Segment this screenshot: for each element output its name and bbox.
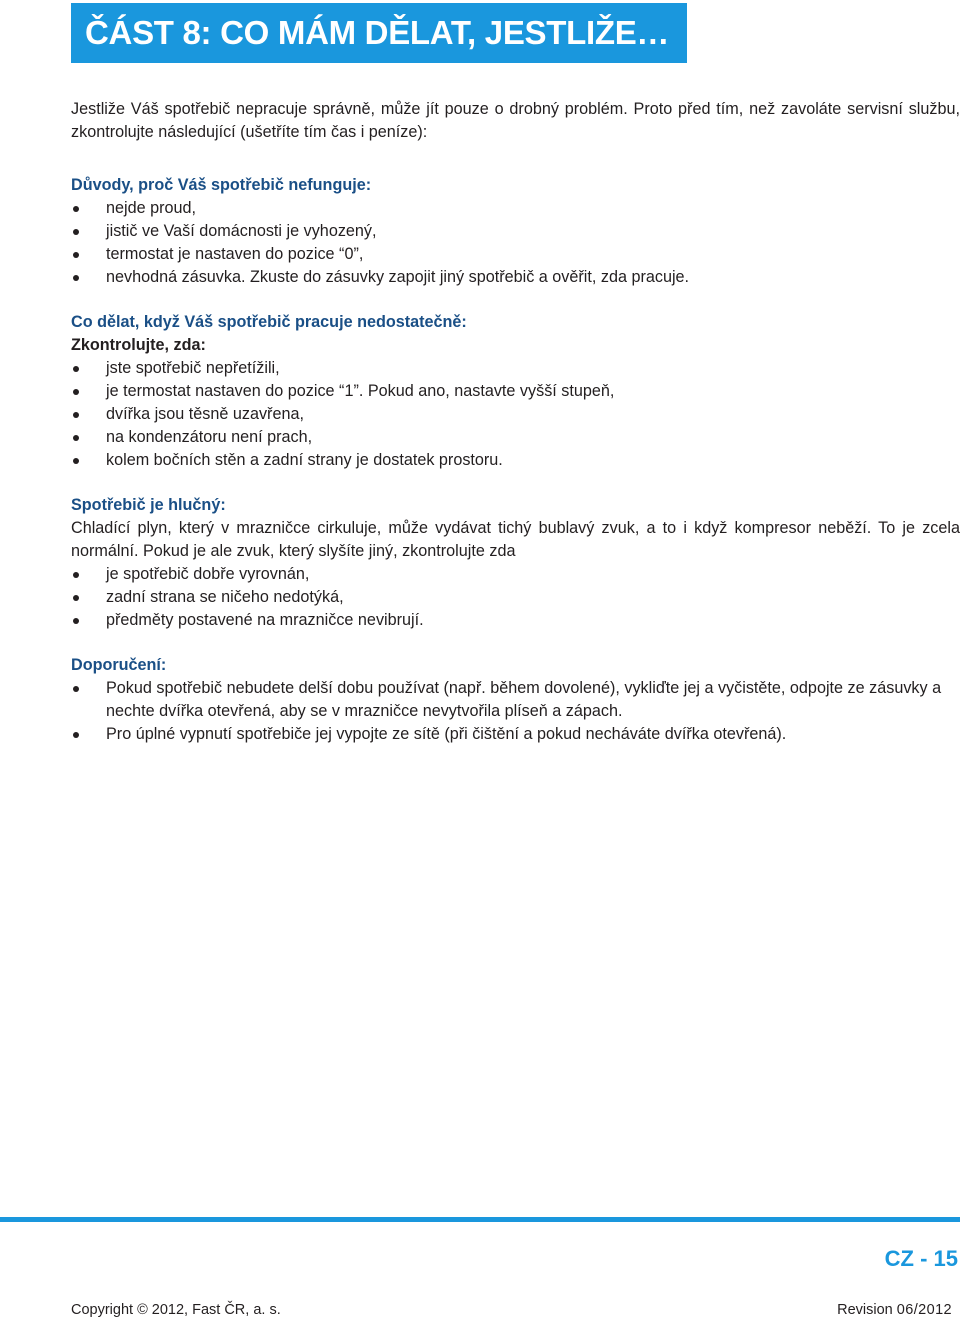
list-item: termostat je nastaven do pozice “0”, (71, 243, 960, 266)
subheading-check: Zkontrolujte, zda: (71, 336, 206, 354)
list-item: dvířka jsou těsně uzavřena, (71, 403, 960, 426)
list-noisy (71, 563, 960, 632)
list-item: je termostat nastaven do pozice “1”. Pokud ano, nastavte vyšší stupeň, (71, 380, 960, 403)
section-recommendations (71, 654, 960, 746)
list-item: Pokud spotřebič nebudete delší dobu používat (např. během dovolené), vykliďte jej a vyčistěte, odpojte ze zásuvky a nechte dvířka otevřená, aby se v mrazničce nevytvořila plíseň a zápach. (71, 677, 960, 723)
list-insufficient (71, 357, 960, 472)
list-item: kolem bočních stěn a zadní strany je dostatek prostoru. (71, 449, 960, 472)
heading-recommendations: Doporučení: (71, 656, 167, 674)
list-item: jistič ve Vaší domácnosti je vyhozený, (71, 220, 960, 243)
list-recommendations (71, 677, 960, 746)
intro-paragraph: Jestliže Váš spotřebič nepracuje správně, může jít pouze o drobný problém. Proto před tím, než zavoláte servisní službu, zkontrolujte následující (ušetříte tím čas i peníze): (71, 100, 960, 141)
copyright: Copyright © 2012, Fast ČR, a. s. (71, 1302, 281, 1318)
list-not-working (71, 197, 960, 289)
list-item: je spotřebič dobře vyrovnán, (71, 563, 960, 586)
heading-not-working: Důvody, proč Váš spotřebič nefunguje: (71, 176, 372, 194)
section-title: ČÁST 8: CO MÁM DĚLAT, JESTLIŽE… (71, 3, 687, 63)
footer-divider (0, 1217, 960, 1222)
list-item: nevhodná zásuvka. Zkuste do zásuvky zapojit jiný spotřebič a ověřit, zda pracuje. (71, 266, 960, 289)
heading-noisy: Spotřebič je hlučný: (71, 496, 226, 514)
page-content (71, 98, 960, 746)
noisy-paragraph: Chladící plyn, který v mrazničce cirkuluje, může vydávat tichý bublavý zvuk, a to i když kompresor neběží. To je zcela normální. Pokud je ale zvuk, který slyšíte jiný, zkontrolujte zda (71, 519, 960, 560)
list-item: předměty postavené na mrazničce nevibrují. (71, 609, 960, 632)
heading-insufficient: Co dělat, když Váš spotřebič pracuje nedostatečně: (71, 313, 467, 331)
list-item: nejde proud, (71, 197, 960, 220)
revision-date: 06/2012 (896, 1302, 952, 1318)
list-item: na kondenzátoru není prach, (71, 426, 960, 449)
revision-label: Revision (837, 1302, 893, 1318)
section-noisy (71, 494, 960, 632)
revision (837, 1300, 952, 1320)
section-not-working (71, 174, 960, 289)
page-number: CZ - 15 (884, 1246, 958, 1271)
section-insufficient (71, 311, 960, 472)
list-item: jste spotřebič nepřetížili, (71, 357, 960, 380)
list-item: zadní strana se ničeho nedotýká, (71, 586, 960, 609)
list-item: Pro úplné vypnutí spotřebiče jej vypojte ze sítě (při čištění a pokud necháváte dvířka otevřená). (71, 723, 960, 746)
